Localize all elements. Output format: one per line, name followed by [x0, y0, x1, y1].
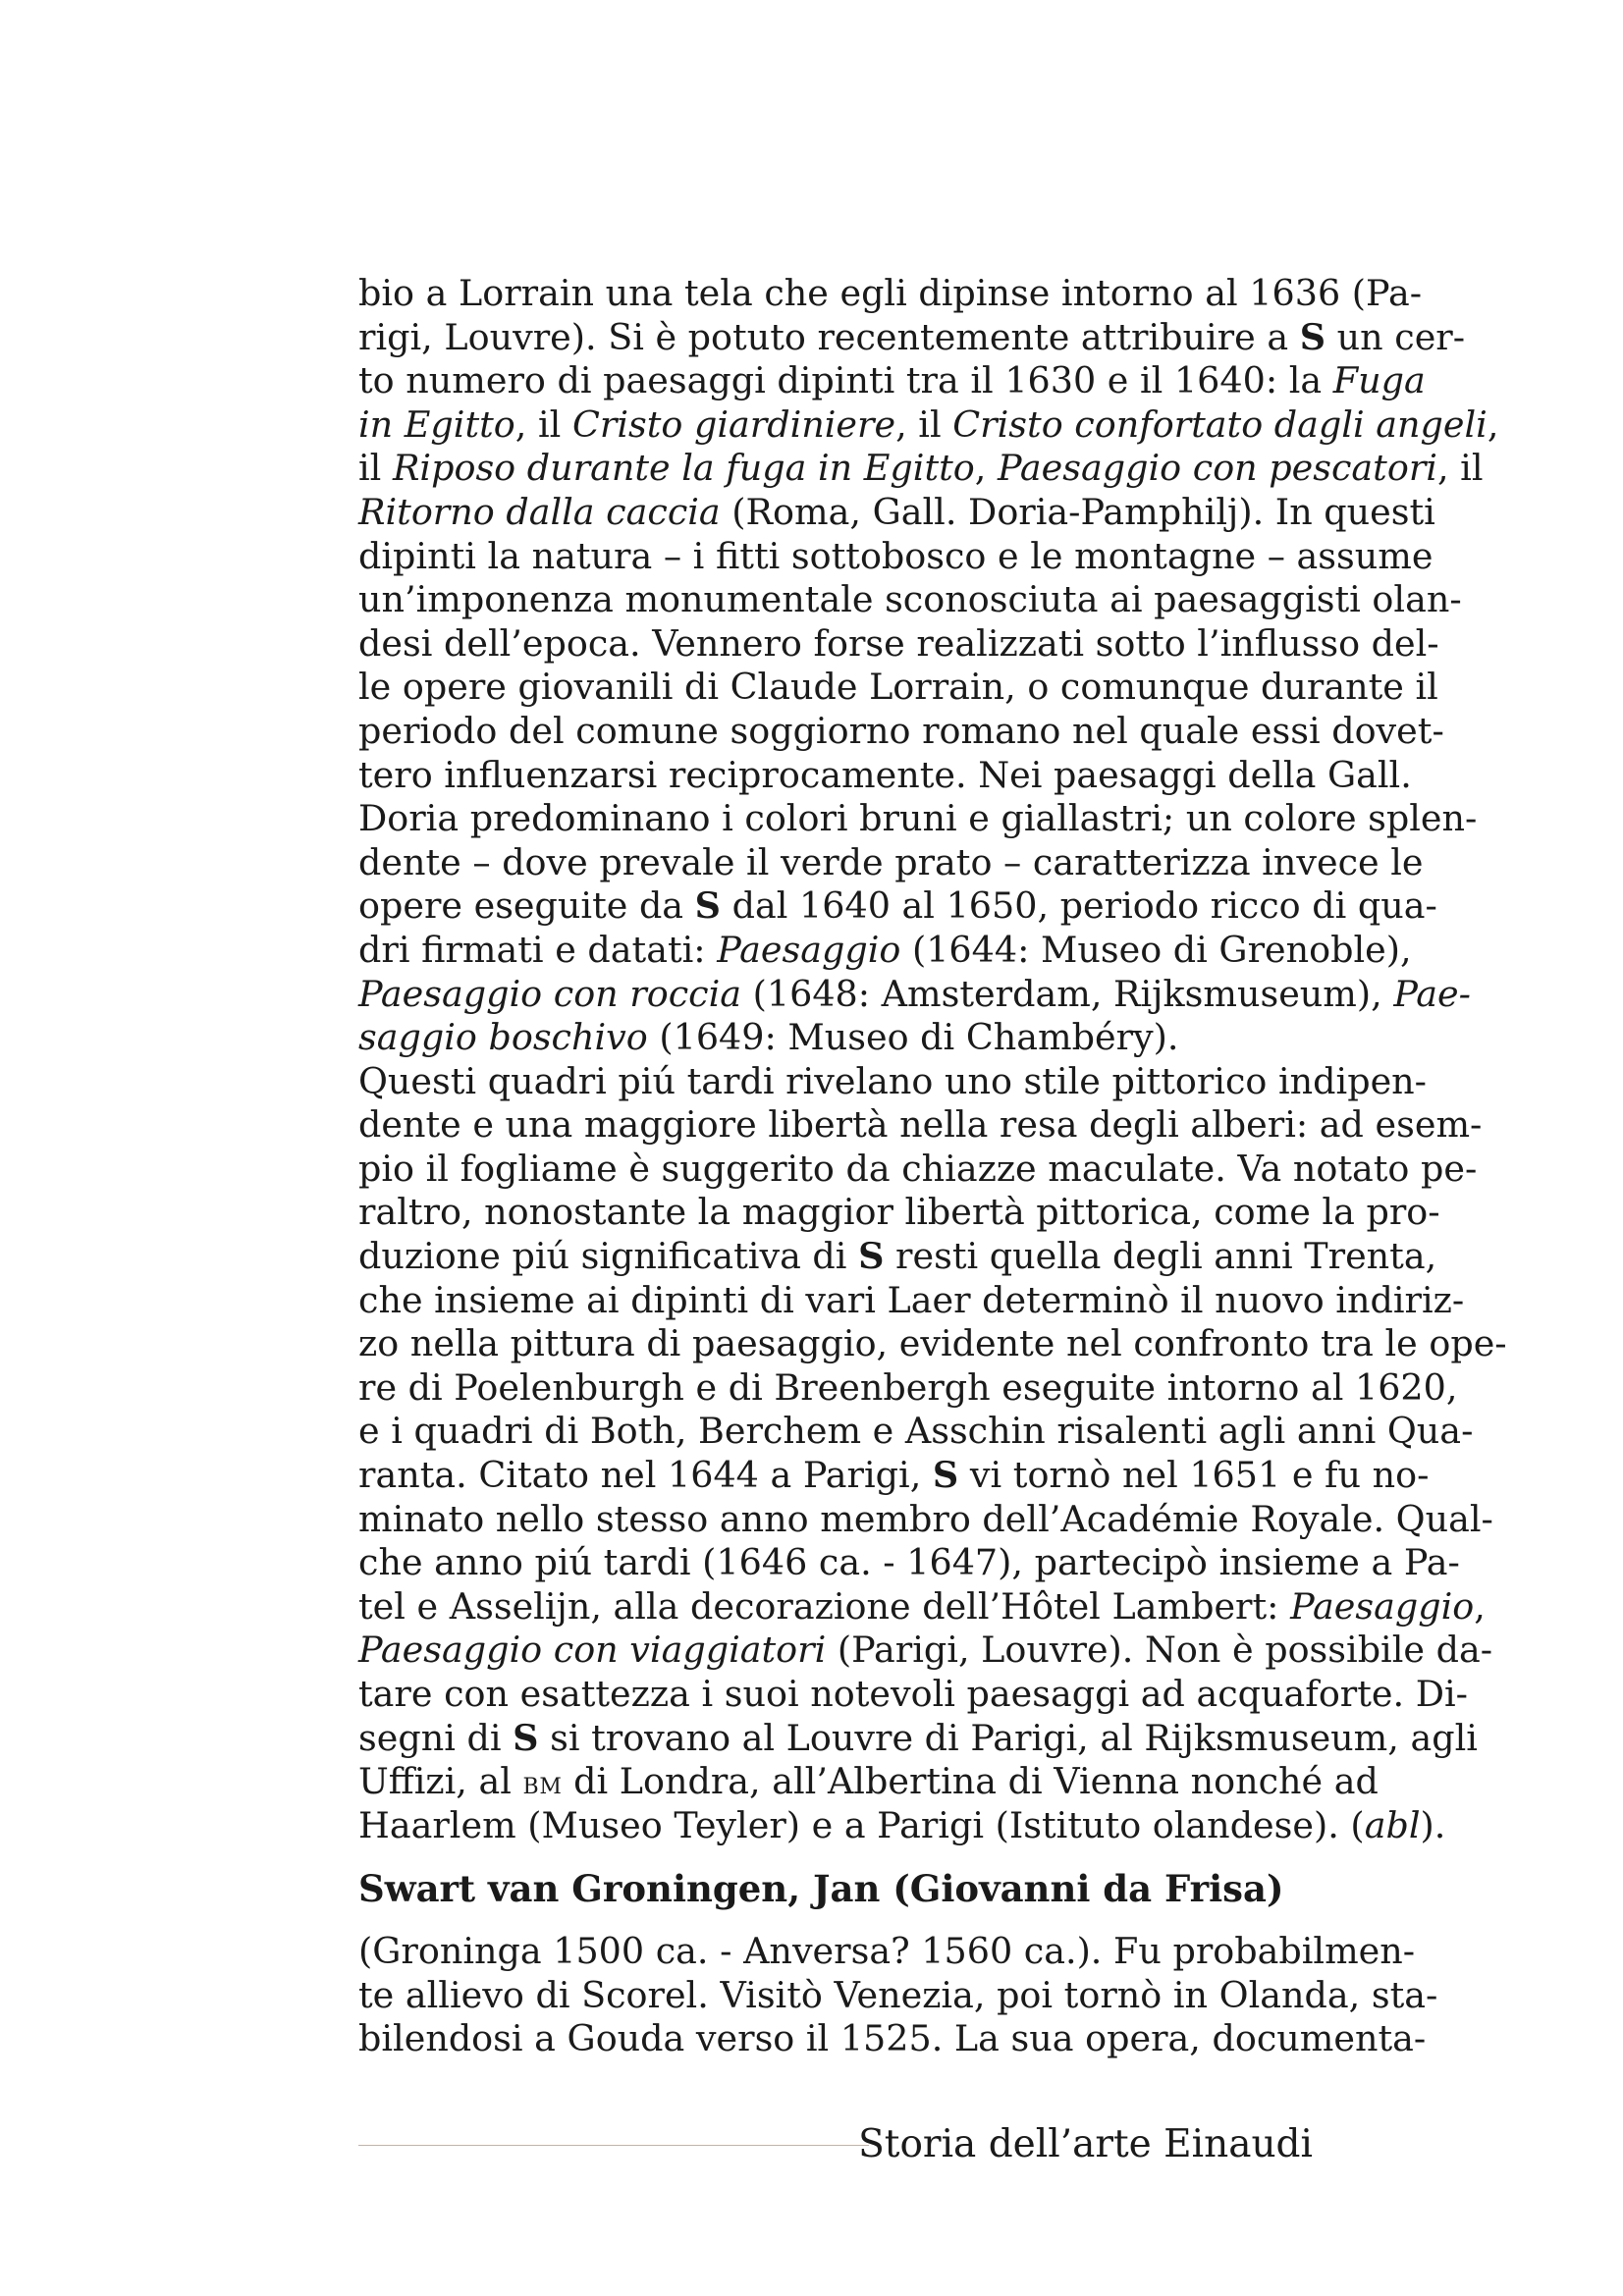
text-line: [358, 840, 1424, 885]
article-body: [358, 272, 1507, 1847]
text-run: un cer-: [1325, 315, 1466, 358]
text-run: Questi quadri piú tardi rivelano uno stile pittorico indipen-: [358, 1059, 1428, 1102]
text-run: to numero di paesaggi dipinti tra il 1630 e il 1640: la: [358, 359, 1333, 402]
text-run: ,: [1474, 1584, 1486, 1628]
text-line: [358, 1410, 1474, 1454]
text-line: [358, 272, 1423, 316]
text-run: ,: [1487, 402, 1499, 446]
text-run: Doria predominano i colori bruni e giallastri; un colore splen-: [358, 797, 1478, 840]
text-run: opere eseguite da: [358, 884, 695, 928]
text-line: [358, 884, 1437, 929]
text-line: [358, 1016, 1313, 1060]
text-run: bm: [522, 1764, 563, 1802]
text-run: tel e Asselijn, alla decorazione dell’Hôtel Lambert:: [358, 1584, 1291, 1628]
footer-rule: [358, 2145, 869, 2146]
text-line: [358, 1103, 1483, 1148]
text-run: , il: [1436, 447, 1484, 490]
text-line: [358, 1147, 1478, 1192]
footer-label: Storia dell’arte Einaudi: [858, 2122, 1313, 2166]
text-line: [358, 1716, 1478, 1761]
text-run: S: [694, 884, 722, 928]
text-run: (1644: Museo di Grenoble),: [900, 928, 1412, 971]
text-line: [358, 1760, 1379, 1804]
text-run: Uffizi, al: [358, 1760, 523, 1803]
text-run: Riposo durante la fuga in Egitto: [392, 447, 975, 490]
text-run: Paesaggio: [717, 928, 901, 971]
text-run: Paesaggio con pescatori: [998, 447, 1437, 490]
text-run: le opere giovanili di Claude Lorrain, o comunque durante il: [358, 666, 1438, 709]
text-line: [358, 709, 1444, 754]
text-line: [358, 1629, 1493, 1673]
text-run: bilendosi a Gouda verso il 1525. La sua opera, documenta-: [358, 2017, 1427, 2060]
text-line: [358, 490, 1435, 535]
text-run: dal 1640 al 1650, periodo ricco di qua-: [721, 884, 1437, 928]
text-line: [358, 797, 1478, 841]
text-run: Paesaggio: [1290, 1584, 1475, 1628]
entry-text-line: [358, 1930, 1416, 1974]
text-line: [358, 1541, 1460, 1585]
text-run: minato nello stesso anno membro dell’Académie Royale. Qual-: [358, 1497, 1493, 1540]
text-line: [358, 1059, 1428, 1104]
text-run: zo nella pittura di paesaggio, evidente nel confronto tra le ope-: [358, 1322, 1507, 1365]
text-run: duzione piú significativa di: [358, 1235, 859, 1278]
text-line: [358, 534, 1434, 579]
text-run: Cristo confortato dagli angeli: [952, 402, 1488, 446]
text-run: si trovano al Louvre di Parigi, al Rijksmuseum, agli: [538, 1716, 1478, 1759]
document-page: [358, 0, 1507, 2296]
text-run: , il: [895, 402, 953, 446]
text-line: [358, 1278, 1465, 1323]
text-line: [358, 1454, 1430, 1498]
entry-text-line: [358, 2017, 1427, 2061]
entry-text-line: [358, 1973, 1438, 2018]
text-run: te allievo di Scorel. Visitò Venezia, poi tornò in Olanda, sta-: [358, 1973, 1438, 2016]
text-line: [358, 1365, 1458, 1411]
text-line: [358, 315, 1466, 360]
text-run: (1649: Museo di Chambéry).: [647, 1016, 1179, 1059]
text-run: , il: [514, 402, 572, 446]
text-line: [358, 1235, 1437, 1279]
text-line: [358, 972, 1471, 1017]
text-run: di Londra, all’Albertina di Vienna nonché ad: [562, 1760, 1379, 1803]
text-run: pio il fogliame è suggerito da chiazze maculate. Va notato pe-: [358, 1147, 1478, 1190]
text-run: dipinti la natura – i fitti sottobosco e le montagne – assume: [358, 534, 1434, 577]
text-line: [358, 1497, 1493, 1542]
text-line: [358, 578, 1462, 622]
text-run: tare con esattezza i suoi notevoli paesaggi ad acquaforte. Di-: [358, 1673, 1468, 1715]
text-line: [358, 928, 1412, 973]
text-run: dente – dove prevale il verde prato – caratterizza invece le: [358, 840, 1424, 883]
text-line: [358, 1803, 1446, 1848]
text-run: Fuga: [1332, 359, 1426, 402]
text-line: [358, 1673, 1468, 1717]
text-run: e i quadri di Both, Berchem e Asschin risalenti agli anni Qua-: [358, 1410, 1474, 1453]
text-run: desi dell’epoca. Vennero forse realizzati sotto l’influsso del-: [358, 621, 1439, 665]
text-run: ranta. Citato nel 1644 a Parigi,: [358, 1454, 933, 1497]
text-run: abl: [1364, 1803, 1421, 1846]
text-run: Pae-: [1393, 972, 1471, 1015]
text-run: il: [358, 447, 393, 490]
text-run: ).: [1420, 1803, 1446, 1846]
text-run: periodo del comune soggiorno romano nel quale essi dovet-: [358, 709, 1444, 752]
text-run: Paesaggio con viaggiatori: [358, 1629, 827, 1672]
text-line: [358, 666, 1438, 710]
text-run: (1648: Amsterdam, Rijksmuseum),: [741, 972, 1394, 1015]
text-run: S: [858, 1235, 885, 1278]
text-line: [358, 359, 1426, 403]
text-run: dente e una maggiore libertà nella resa degli alberi: ad esem-: [358, 1103, 1483, 1147]
text-run: raltro, nonostante la maggior libertà pittorica, come la pro-: [358, 1191, 1440, 1234]
entry-body: [358, 1930, 1438, 2061]
text-run: Haarlem (Museo Teyler) e a Parigi (Istituto olandese). (: [358, 1803, 1365, 1846]
text-run: che insieme ai dipinti di vari Laer determinò il nuovo indiriz-: [358, 1278, 1465, 1321]
text-run: (Groninga 1500 ca. - Anversa? 1560 ca.). Fu probabilmen-: [358, 1930, 1416, 1972]
text-run: S: [513, 1716, 539, 1759]
text-line: [358, 1322, 1507, 1366]
text-run: S: [932, 1454, 959, 1497]
text-run: Ritorno dalla caccia: [358, 490, 721, 533]
text-run: S: [1299, 315, 1326, 358]
text-line: [358, 753, 1412, 798]
text-line: [358, 402, 1499, 448]
text-run: segni di: [358, 1716, 514, 1759]
text-run: saggio boschivo: [358, 1016, 648, 1059]
text-line: [358, 1584, 1486, 1629]
text-run: (Roma, Gall. Doria-Pamphilj). In questi: [720, 490, 1435, 533]
text-line: [358, 447, 1484, 491]
entry-heading: Swart van Groningen, Jan (Giovanni da Frisa): [358, 1867, 1284, 1910]
text-run: rigi, Louvre). Si è potuto recentemente attribuire a: [358, 315, 1300, 358]
text-run: che anno piú tardi (1646 ca. - 1647), partecipò insieme a Pa-: [358, 1541, 1460, 1584]
text-run: dri firmati e datati:: [358, 928, 718, 971]
text-run: (Parigi, Louvre). Non è possibile da-: [826, 1629, 1493, 1672]
text-line: [358, 621, 1439, 667]
text-run: bio a Lorrain una tela che egli dipinse intorno al 1636 (Pa-: [358, 272, 1423, 314]
text-run: Cristo giardiniere: [571, 402, 896, 446]
text-run: un’imponenza monumentale sconosciuta ai paesaggisti olan-: [358, 578, 1462, 621]
text-run: re di Poelenburgh e di Breenbergh eseguite intorno al 1620,: [358, 1365, 1458, 1409]
text-run: in Egitto: [358, 402, 515, 446]
text-run: ,: [974, 447, 998, 490]
text-run: resti quella degli anni Trenta,: [884, 1235, 1437, 1278]
text-line: [358, 1191, 1440, 1235]
text-run: vi tornò nel 1651 e fu no-: [958, 1454, 1430, 1497]
text-run: tero influenzarsi reciprocamente. Nei paesaggi della Gall.: [358, 753, 1412, 796]
text-run: Paesaggio con roccia: [358, 972, 742, 1015]
